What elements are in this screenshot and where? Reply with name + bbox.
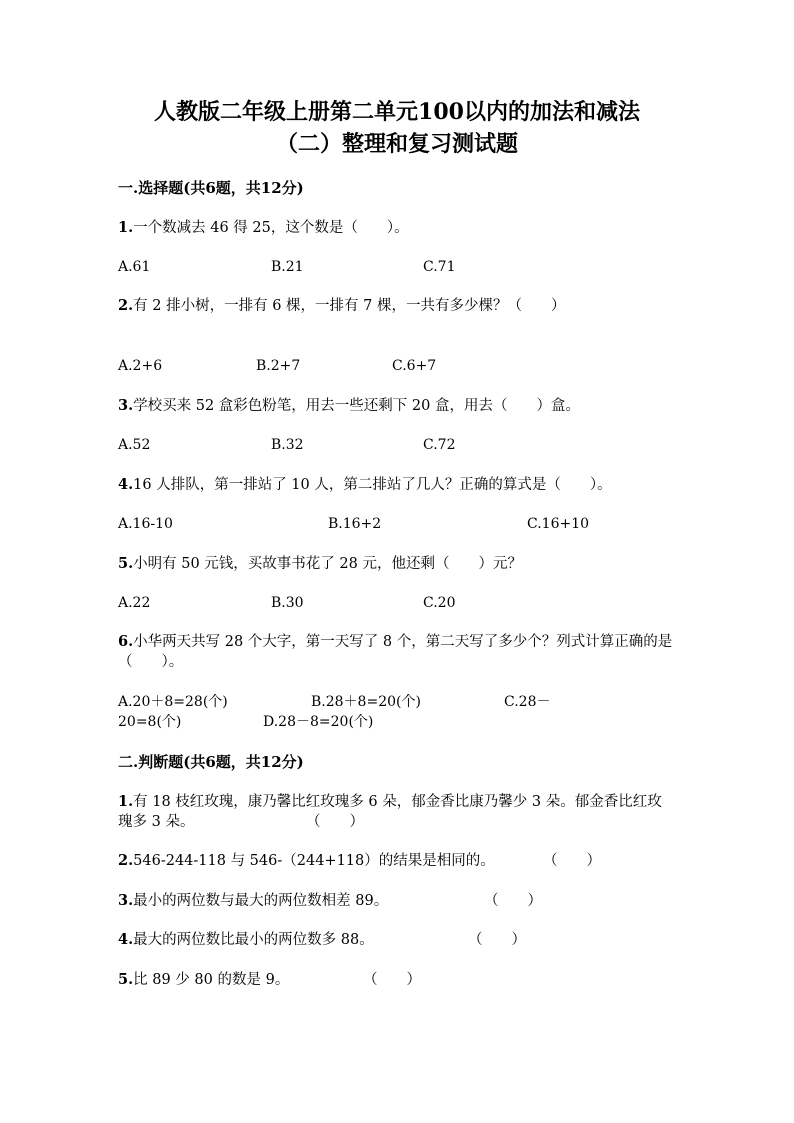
judge-question-3: 3.最小的两位数与最大的两位数相差 89。 — [118, 892, 389, 909]
judge-question-5: 5.比 89 少 80 的数是 9。 — [118, 971, 290, 988]
q2-option-a: A.2+6 — [118, 358, 163, 374]
q1-option-c: C.71 — [423, 259, 456, 275]
judge-q2-blank: （ ） — [543, 853, 601, 869]
question-3: 3.学校买来 52 盒彩色粉笔，用去一些还剩下 20 盒，用去（ ）盒。 — [118, 397, 580, 414]
question-2: 2.有 2 排小树，一排有 6 棵，一排有 7 棵，一共有多少棵？（ ） — [118, 297, 566, 314]
q4-option-c: C.16+10 — [527, 516, 590, 532]
q2-option-b: B.2+7 — [256, 358, 301, 374]
q3-option-a: A.52 — [118, 437, 151, 453]
q2-option-c: C.6+7 — [392, 358, 437, 374]
question-4: 4.16 人排队，第一排站了 10 人，第二排站了几人？正确的算式是（ ）。 — [118, 476, 612, 493]
page-title: 人教版二年级上册第二单元100以内的加法和减法 — [154, 99, 640, 125]
q6-option-c-continued: 20=8(个) — [118, 714, 182, 730]
judge-question-1: 1.有 18 枝红玫瑰，康乃馨比红玫瑰多 6 朵，郁金香比康乃馨少 3 朵。郁金香比红玫瑰多 3 朵。 — [118, 793, 662, 830]
question-1: 1.一个数减去 46 得 25，这个数是（ ）。 — [118, 219, 409, 236]
q6-option-a: A.20＋8=28(个) — [118, 694, 228, 710]
judge-q1-blank: （ ） — [306, 814, 364, 830]
section-heading-judge: 二.判断题(共6题，共12分) — [118, 753, 304, 771]
judge-q3-blank: （ ） — [484, 893, 542, 909]
q6-option-c: C.28－ — [504, 694, 551, 710]
q1-option-b: B.21 — [271, 259, 304, 275]
q6-option-b: B.28＋8=20(个) — [311, 694, 421, 710]
q1-option-a: A.61 — [118, 259, 151, 275]
question-6: 6.小华两天共写 28 个大字，第一天写了 8 个，第二天写了多少个？列式计算正确的是（ ）。 — [118, 633, 673, 670]
q5-option-c: C.20 — [423, 595, 456, 611]
judge-question-2: 2.546-244-118 与 546-（244+118）的结果是相同的。 — [118, 852, 495, 869]
page-subtitle: （二）整理和复习测试题 — [275, 131, 518, 157]
q3-option-c: C.72 — [423, 437, 456, 453]
q6-option-d: D.28－8=20(个) — [263, 714, 374, 730]
q4-option-a: A.16-10 — [118, 516, 173, 532]
judge-q5-blank: （ ） — [363, 972, 421, 988]
section-heading-choice: 一.选择题(共6题，共12分) — [118, 179, 304, 197]
q3-option-b: B.32 — [271, 437, 304, 453]
q5-option-a: A.22 — [118, 595, 151, 611]
q5-option-b: B.30 — [271, 595, 304, 611]
judge-q4-blank: （ ） — [468, 932, 526, 948]
judge-question-4: 4.最大的两位数比最小的两位数多 88。 — [118, 931, 374, 948]
question-5: 5.小明有 50 元钱，买故事书花了 28 元，他还剩（ ）元？ — [118, 555, 522, 572]
q4-option-b: B.16+2 — [328, 516, 382, 532]
